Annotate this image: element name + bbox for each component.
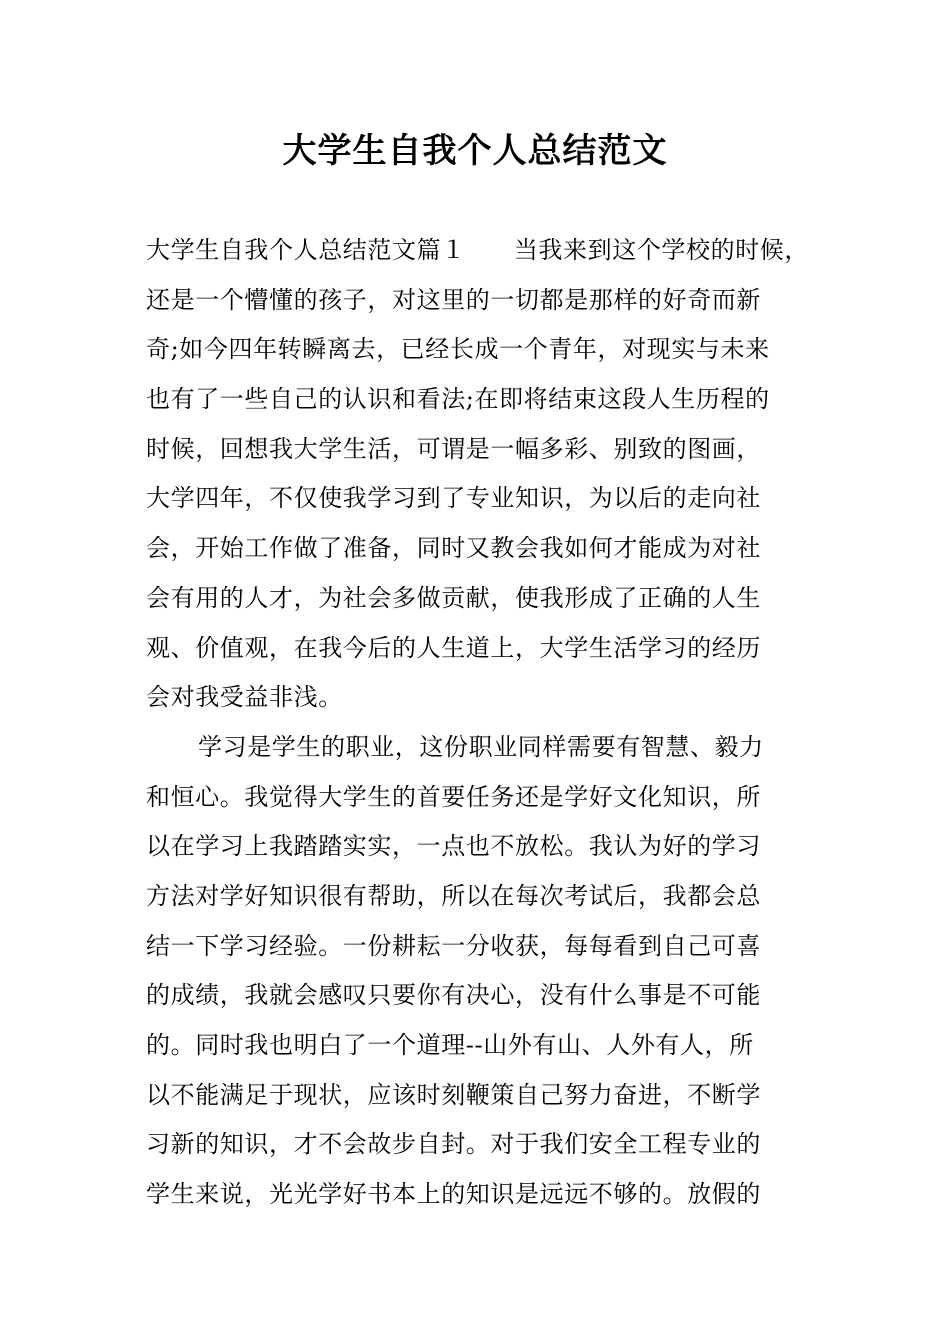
paragraph-line: 会，开始工作做了准备，同时又教会我如何才能成为对社: [146, 534, 761, 563]
paragraph-line: 学习是学生的职业，这份职业同样需要有智慧、毅力: [198, 732, 764, 761]
paragraph-line: 的成绩，我就会感叹只要你有决心，没有什么事是不可能: [146, 981, 761, 1010]
paragraph-line: [146, 226, 826, 276]
paragraph-line: 大学四年，不仅使我学习到了专业知识，为以后的走向社: [146, 484, 761, 513]
section-heading: 大学生自我个人总结范文篇１: [146, 236, 466, 264]
paragraph-line: 观、价值观，在我今后的人生道上，大学生活学习的经历: [146, 633, 761, 662]
paragraph-line: 还是一个懵懂的孩子，对这里的一切都是那样的好奇而新: [146, 285, 761, 314]
document-title: 大学生自我个人总结范文: [282, 131, 668, 171]
paragraph-line: 也有了一些自己的认识和看法;在即将结束这段人生历程的: [146, 385, 770, 414]
paragraph-line: 会有用的人才，为社会多做贡献，使我形成了正确的人生: [146, 583, 761, 612]
paragraph-line: 会对我受益非浅。: [146, 683, 343, 712]
paragraph-line: 的。同时我也明白了一个道理--山外有山、人外有人，所: [146, 1031, 754, 1059]
paragraph-line: 以在学习上我踏踏实实，一点也不放松。我认为好的学习: [146, 832, 761, 861]
document-body: [146, 226, 826, 1220]
paragraph-line: 习新的知识，才不会故步自封。对于我们安全工程专业的: [146, 1130, 761, 1159]
paragraph-line: 方法对学好知识很有帮助，所以在每次考试后，我都会总: [146, 881, 761, 910]
paragraph-line: 以不能满足于现状，应该时刻鞭策自己努力奋进，不断学: [146, 1080, 761, 1109]
paragraph-line: 结一下学习经验。一份耕耘一分收获，每每看到自己可喜: [146, 931, 761, 960]
paragraph-line: 时候，回想我大学生活，可谓是一幅多彩、别致的图画，: [146, 434, 761, 463]
paragraph-line: 和恒心。我觉得大学生的首要任务还是学好文化知识，所: [146, 782, 761, 811]
paragraph-line: 奇;如今四年转瞬离去，已经长成一个青年，对现实与未来: [146, 335, 770, 364]
line-text: 当我来到这个学校的时候，: [513, 236, 810, 264]
paragraph-line: 学生来说，光光学好书本上的知识是远远不够的。放假的: [146, 1180, 761, 1209]
